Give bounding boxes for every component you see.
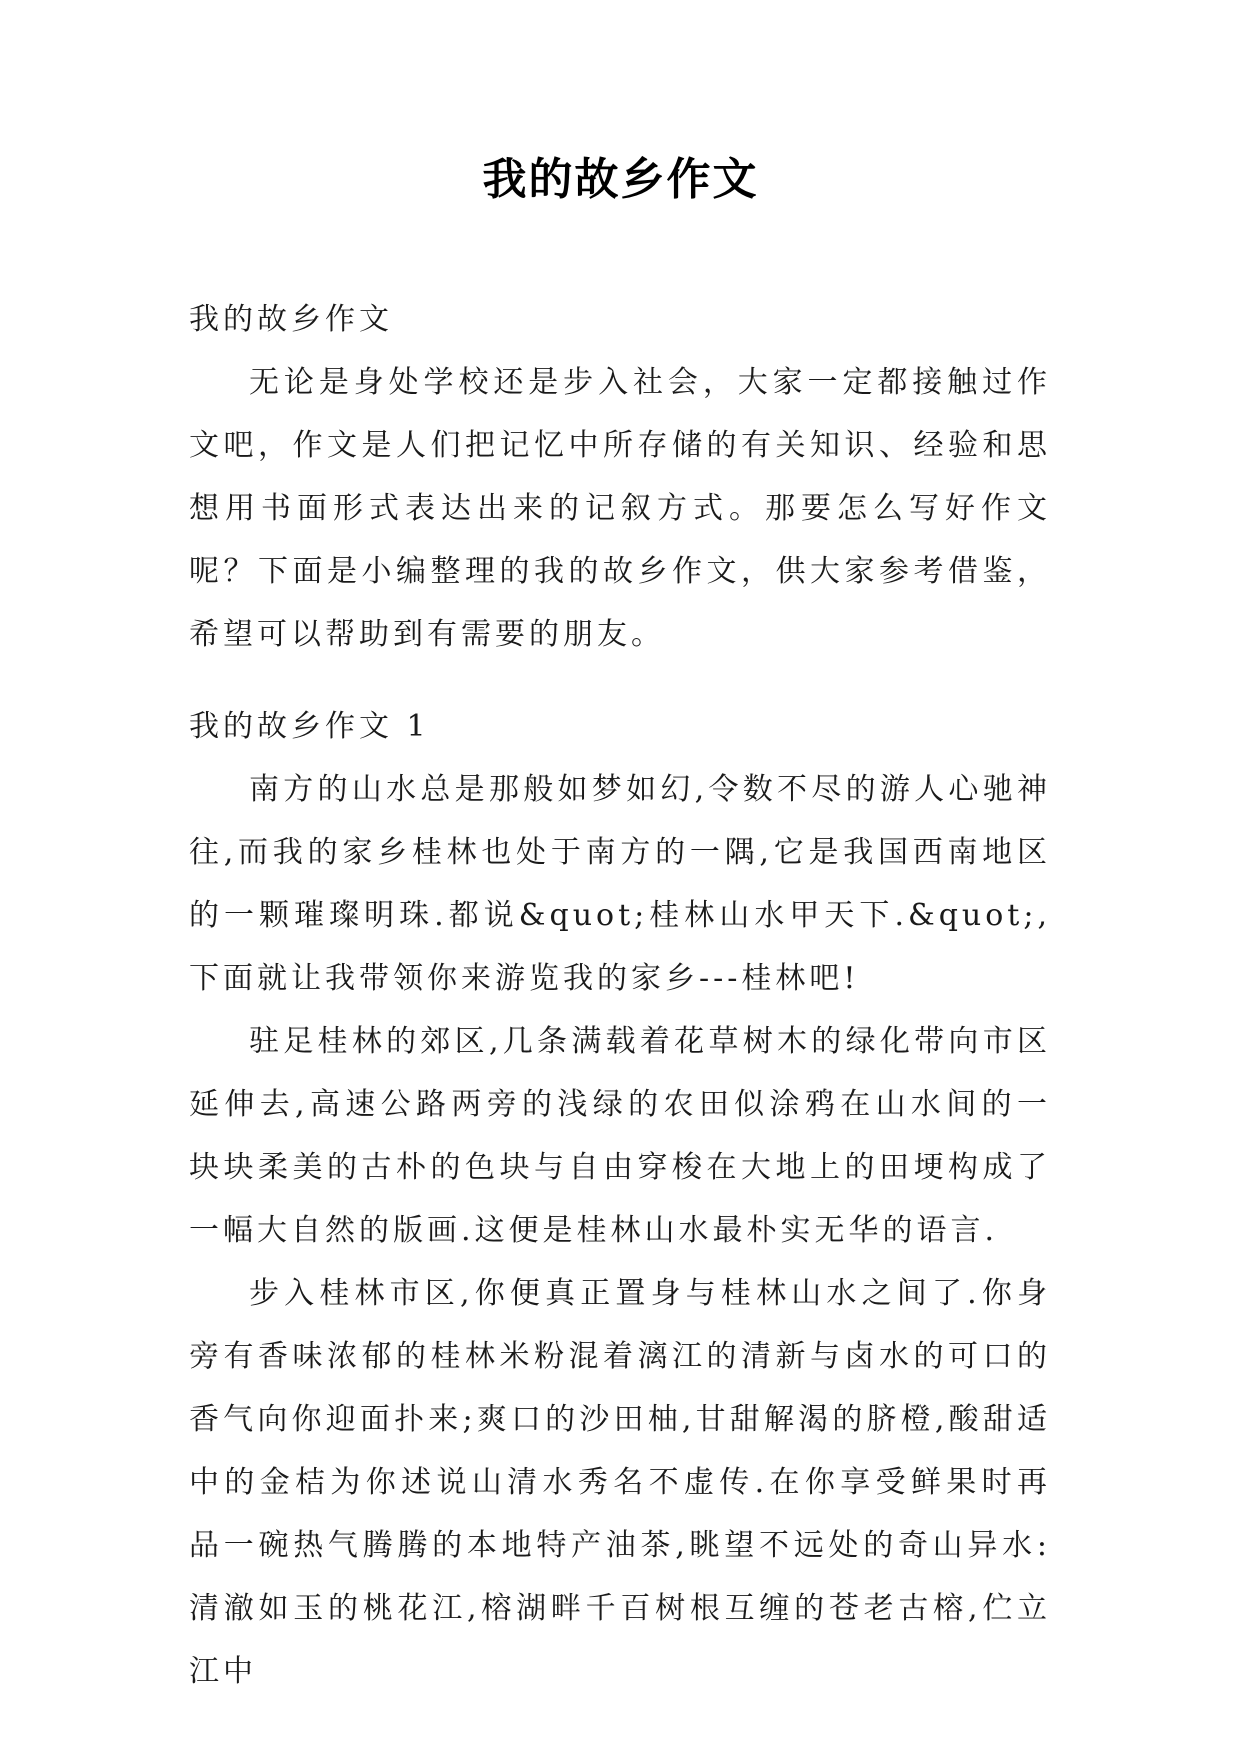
essay-1-paragraph: 驻足桂林的郊区,几条满载着花草树木的绿化带向市区延伸去,高速公路两旁的浅绿的农田似涂鸦在山水间的一块块柔美的古朴的色块与自由穿梭在大地上的田埂构成了一幅大自然的版画.这便是桂林山水最朴实无华的语言. — [189, 1024, 1051, 1248]
essay-1-paragraph: 步入桂林市区,你便真正置身与桂林山水之间了.你身旁有香味浓郁的桂林米粉混着漓江的清新与卤水的可口的香气向你迎面扑来;爽口的沙田柚,甘甜解渴的脐橙,酸甜适中的金桔为你述说山清水秀名不虚传.在你享受鲜果时再品一碗热气腾腾的本地特产油茶,眺望不远处的奇山异水:清澈如玉的桃花江,榕湖畔千百树根互缠的苍老古榕,伫立江中 — [189, 1276, 1051, 1689]
essay-1-paragraph: 南方的山水总是那般如梦如幻,令数不尽的游人心驰神往,而我的家乡桂林也处于南方的一隅,它是我国西南地区的一颗璀璨明珠.都说&quot;桂林山水甲天下.&quot;,下面就让我带领你来游览我的家乡---桂林吧! — [189, 772, 1051, 996]
intro-section — [189, 288, 1051, 666]
intro-heading: 我的故乡作文 — [189, 302, 393, 337]
intro-paragraph: 无论是身处学校还是步入社会，大家一定都接触过作文吧，作文是人们把记忆中所存储的有关知识、经验和思想用书面形式表达出来的记叙方式。那要怎么写好作文呢？下面是小编整理的我的故乡作文，供大家参考借鉴，希望可以帮助到有需要的朋友。 — [189, 365, 1051, 652]
essay-1-heading: 我的故乡作文 1 — [189, 709, 430, 744]
document-title: 我的故乡作文 — [482, 154, 759, 205]
essay-1-section — [189, 695, 1051, 1703]
